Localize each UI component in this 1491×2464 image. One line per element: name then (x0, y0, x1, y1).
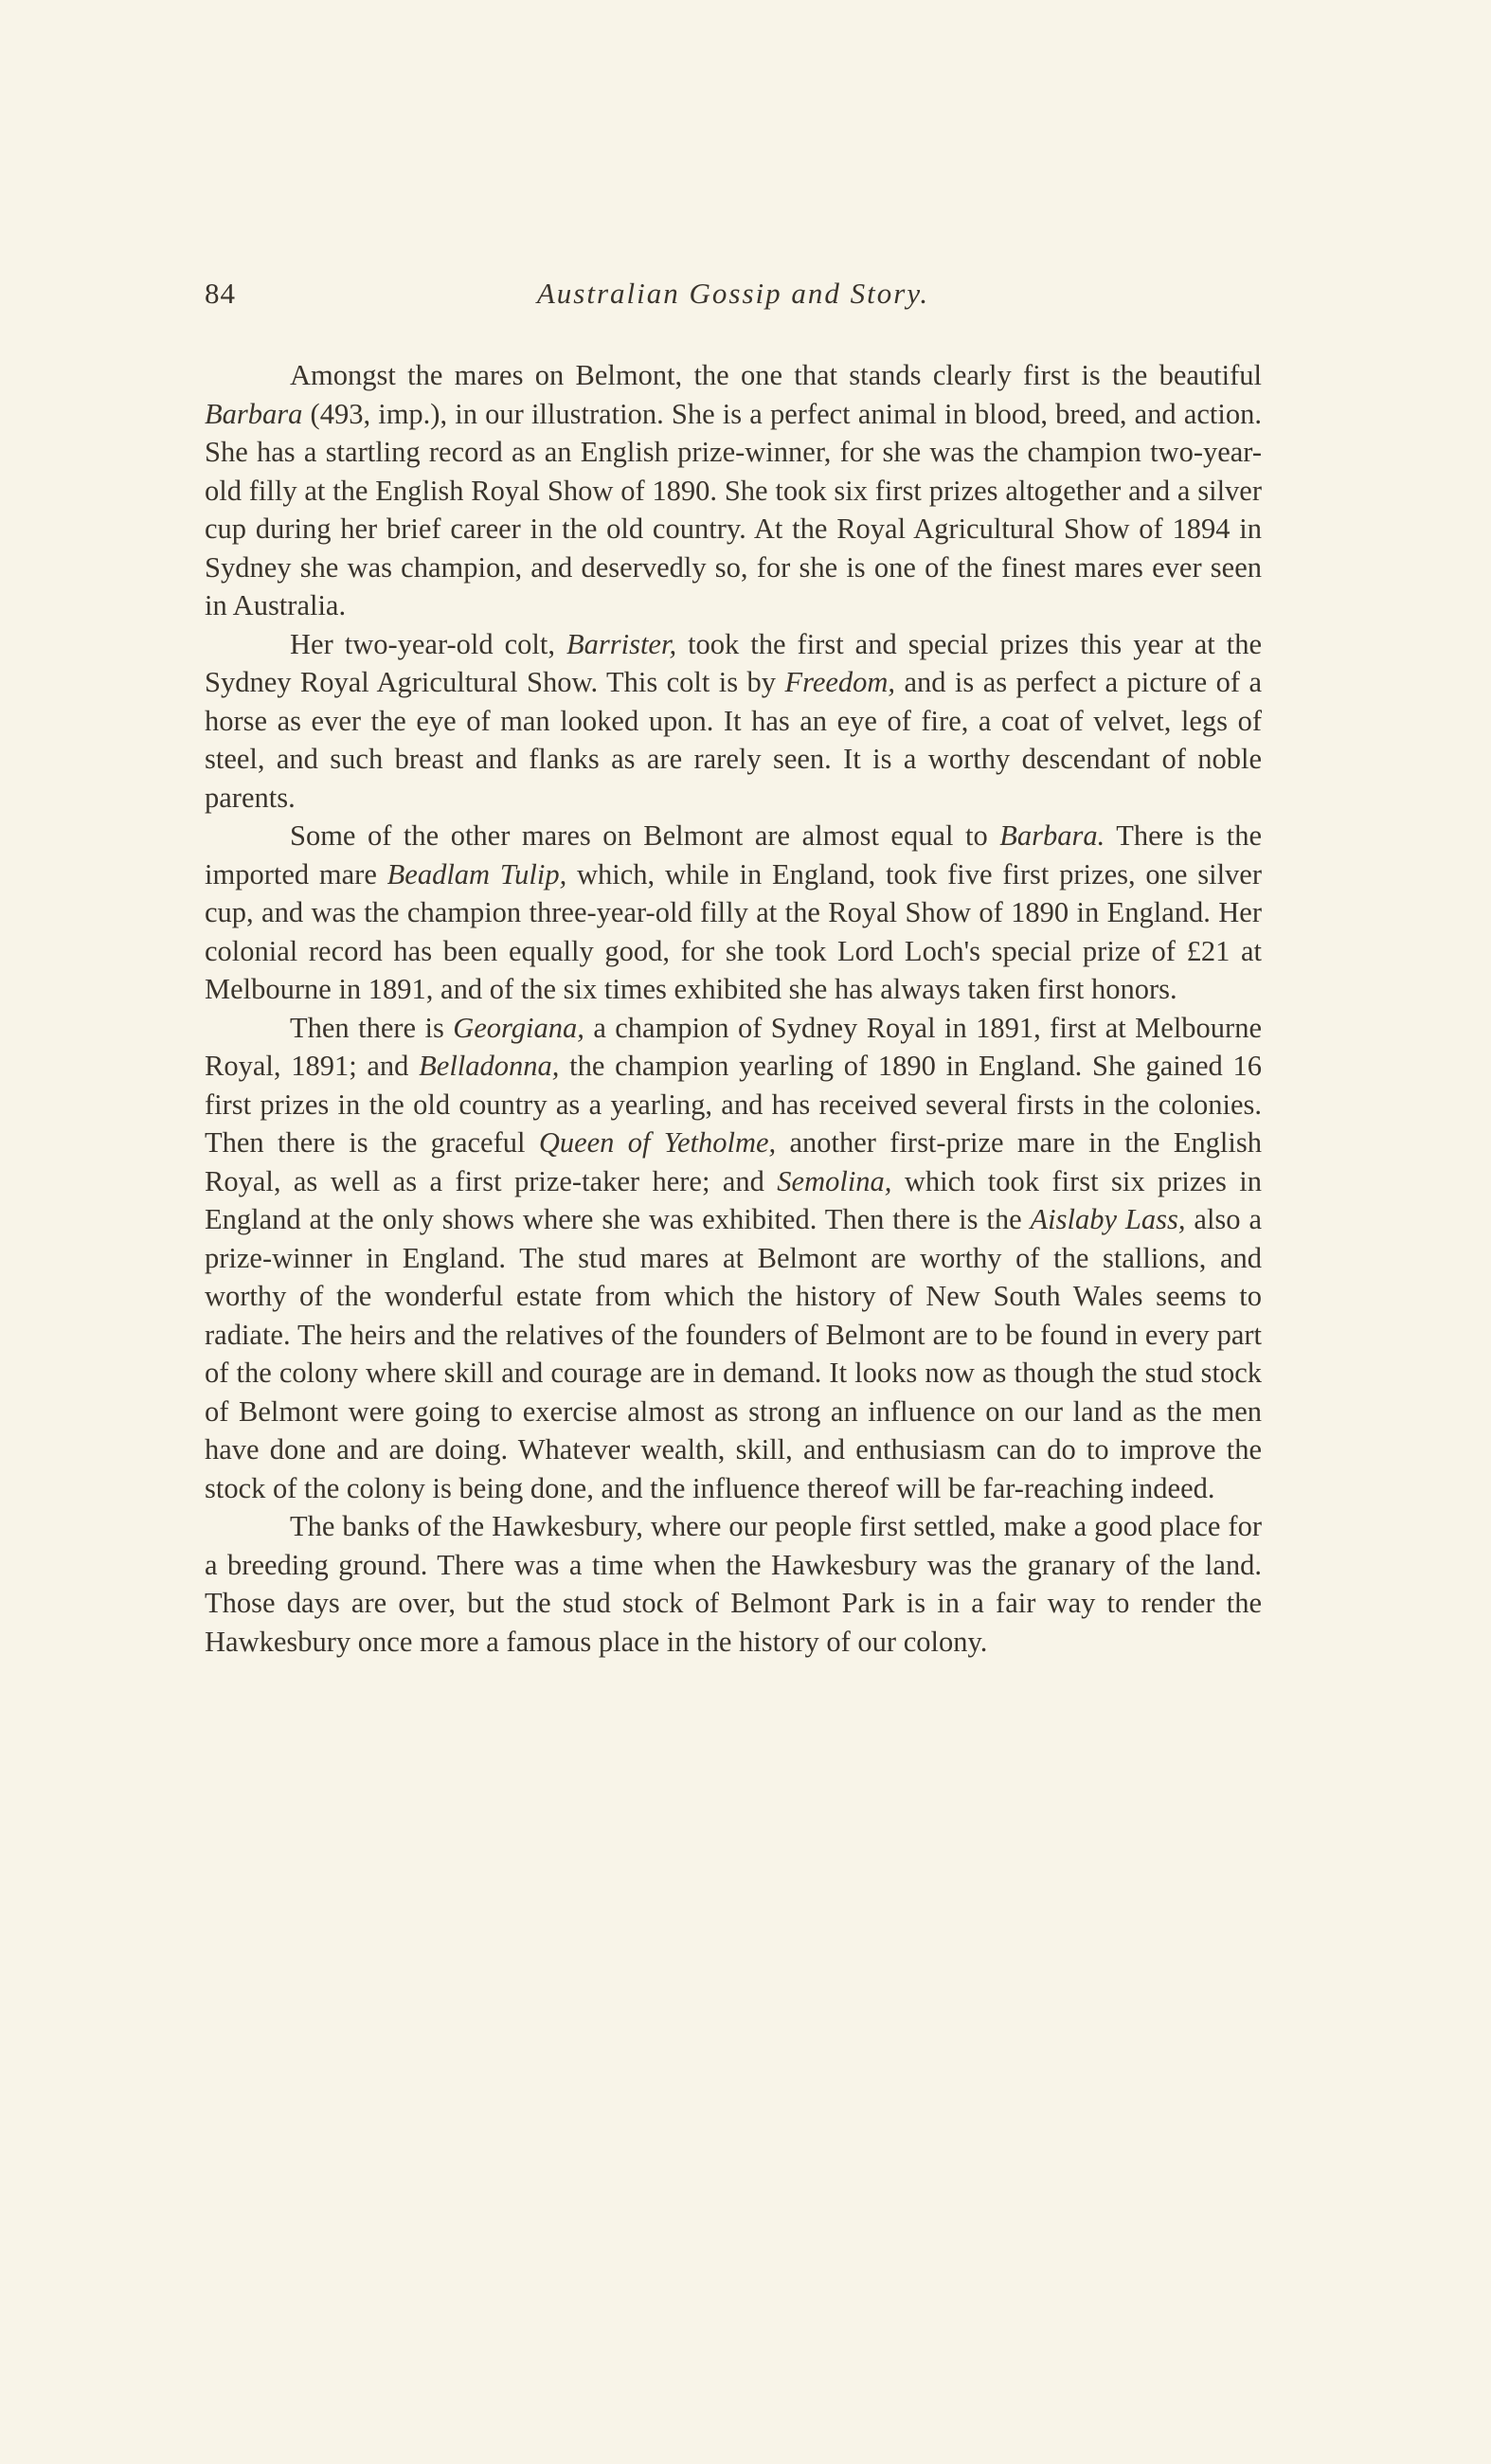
paragraph (205, 356, 1262, 625)
text-run: Some of the other mares on Belmont are almost equal to (290, 819, 1000, 852)
running-title: Australian Gossip and Story. (536, 277, 930, 310)
italic-name: Belladonna, (419, 1050, 560, 1082)
text-run: There is the imported mare (205, 819, 1262, 890)
italic-name: Aislaby Lass, (1030, 1203, 1186, 1235)
running-header (205, 277, 1262, 326)
text-run: also a prize-winner in England. The stud mares at Belmont are worthy of the stallions, and worthy of the wonderful estate from which the history of New South Wales seems to radiate. The heirs and the relatives of the founders of Belmont are to be found in every part of the colony where skill and courage are in demand. It looks now as though the stud stock of Belmont were going to exercise almost as strong an influence on our land as the men have done and are doing. Whatever wealth, skill, and enthusiasm can do to improve the stock of the colony is being done, and the influence thereof will be far-reaching indeed. (205, 1203, 1262, 1504)
book-page (205, 277, 1262, 1661)
page-number: 84 (205, 277, 236, 310)
paragraph (205, 625, 1262, 818)
paragraph (205, 1507, 1262, 1661)
italic-name: Queen of Yetholme, (538, 1126, 777, 1159)
paragraph (205, 1009, 1262, 1508)
italic-name: Barbara. (999, 819, 1105, 852)
text-run: (493, imp.), in our illustration. She is a perfect animal in blood, breed, and action. She has a startling record as an English prize-winner, for she was the champion two-year-old filly at the English Royal Show of 1890. She took six first prizes altogether and a silver cup during her brief career in the old country. At the Royal Agricultural Show of 1894 in Sydney she was champion, and deservedly so, for she is one of the finest mares ever seen in Australia. (205, 397, 1262, 621)
text-run: The banks of the Hawkesbury, where our people first settled, make a good place for a breeding ground. There was a time when the Hawkesbury was the granary of the land. Those days are over, but the stud stock of Belmont Park is in a fair way to render the Hawkesbury once more a famous place in the history of our colony. (205, 1510, 1262, 1658)
text-run: which, while in England, took five first prizes, one silver cup, and was the champion three-year-old filly at the Royal Show of 1890 in England. Her colonial record has been equally good, for she took Lord Loch's special prize of £21 at Melbourne in 1891, and of the six times exhibited she has always taken first honors. (205, 857, 1263, 1005)
italic-name: Barbara (205, 397, 303, 430)
italic-name: Freedom, (784, 666, 896, 698)
italic-name: Beadlam Tulip, (386, 857, 567, 890)
italic-name: Semolina, (777, 1164, 892, 1197)
paragraph (205, 817, 1262, 1009)
text-run: Her two-year-old colt, (290, 627, 566, 660)
text-run: another first-prize mare in the English Royal, as well as a first prize-taker here; and (205, 1126, 1262, 1197)
text-run: took the first and special prizes this year at the Sydney Royal Agricultural Show. This colt is by (205, 627, 1262, 698)
text-run: a champion of Sydney Royal in 1891, first at Melbourne Royal, 1891; and (205, 1011, 1262, 1082)
text-run: which took first six prizes in England at the only shows where she was exhibited. Then there is the (205, 1164, 1262, 1235)
italic-name: Barrister, (566, 627, 677, 660)
italic-name: Georgiana, (453, 1011, 584, 1044)
text-run: and is as perfect a picture of a horse as ever the eye of man looked upon. It has an eye of fire, a coat of velvet, legs of steel, and such breast and flanks as are rarely seen. It is a worthy descendant of noble parents. (205, 666, 1262, 814)
text-run: the champion yearling of 1890 in England. She gained 16 first prizes in the old country as a yearling, and has received several firsts in the colonies. Then there is the graceful (205, 1050, 1262, 1159)
text-run: Then there is (290, 1011, 454, 1044)
text-run: Amongst the mares on Belmont, the one that stands clearly first is the beautiful (290, 359, 1262, 391)
body-text (205, 356, 1262, 1661)
